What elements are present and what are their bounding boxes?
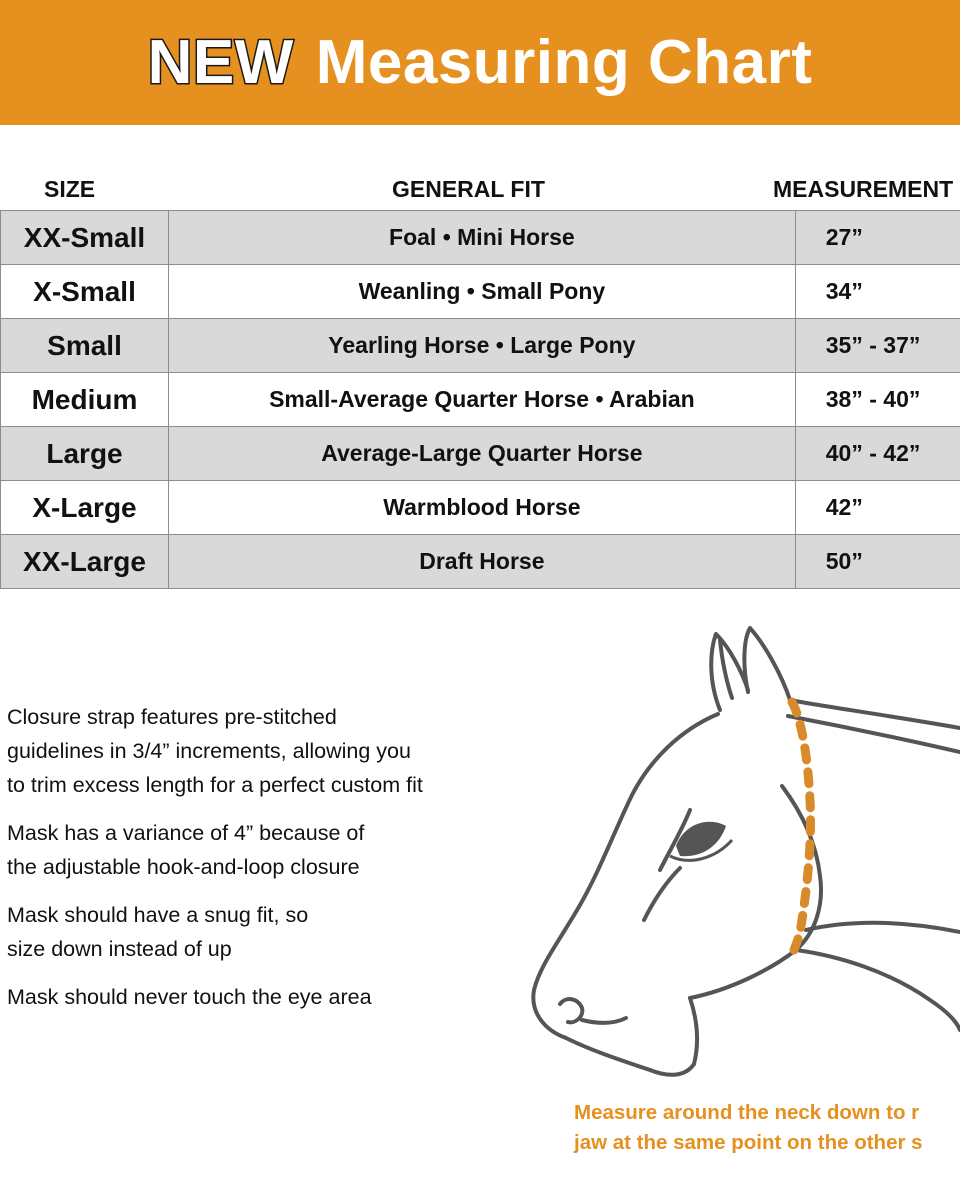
measurement-cell: 42”: [795, 481, 960, 535]
column-header-general-fit: GENERAL FIT: [392, 176, 545, 202]
general-fit-cell: Warmblood Horse: [169, 481, 796, 535]
measurement-cell: 38” - 40”: [795, 373, 960, 427]
table-row: [1, 211, 960, 265]
header-banner: [0, 0, 960, 125]
note-item: Mask should have a snug fit, so size down instead of up: [7, 903, 309, 961]
title-new-word: NEW: [147, 28, 294, 97]
table-row: [1, 535, 960, 589]
measurement-cell: 35” - 37”: [795, 319, 960, 373]
table-row: [1, 481, 960, 535]
note-item: Closure strap features pre-stitched guidelines in 3/4” increments, allowing you to trim excess length for a perfect custom fit: [7, 705, 423, 797]
size-cell: X-Large: [1, 481, 169, 535]
table-row: [1, 373, 960, 427]
table-row: [1, 265, 960, 319]
table-row: [1, 319, 960, 373]
column-header-measurement: MEASUREMENT: [773, 176, 954, 202]
measurement-cell: 34”: [795, 265, 960, 319]
measurement-cell: 50”: [795, 535, 960, 589]
table-row: [1, 427, 960, 481]
page-title: [148, 27, 813, 98]
general-fit-cell: Foal • Mini Horse: [169, 211, 796, 265]
title-main-text: Measuring Chart: [315, 28, 813, 97]
horse-head-icon: [520, 620, 960, 1100]
general-fit-cell: Average-Large Quarter Horse: [169, 427, 796, 481]
size-table: [0, 210, 960, 589]
measurement-cell: 40” - 42”: [795, 427, 960, 481]
size-cell: XX-Large: [1, 535, 169, 589]
dashed-measure-line-icon: [792, 702, 811, 950]
general-fit-cell: Yearling Horse • Large Pony: [169, 319, 796, 373]
measurement-cell: 27”: [795, 211, 960, 265]
general-fit-cell: Weanling • Small Pony: [169, 265, 796, 319]
note-item: Mask has a variance of 4” because of the adjustable hook-and-loop closure: [7, 821, 365, 879]
note-item: Mask should never touch the eye area: [7, 985, 372, 1009]
column-header-size: SIZE: [44, 176, 96, 202]
measure-caption: Measure around the neck down to r jaw at the same point on the other s: [574, 1101, 923, 1154]
notes-list: [7, 700, 527, 1028]
size-cell: Small: [1, 319, 169, 373]
size-cell: XX-Small: [1, 211, 169, 265]
general-fit-cell: Small-Average Quarter Horse • Arabian: [169, 373, 796, 427]
size-cell: Large: [1, 427, 169, 481]
size-cell: X-Small: [1, 265, 169, 319]
general-fit-cell: Draft Horse: [169, 535, 796, 589]
size-cell: Medium: [1, 373, 169, 427]
